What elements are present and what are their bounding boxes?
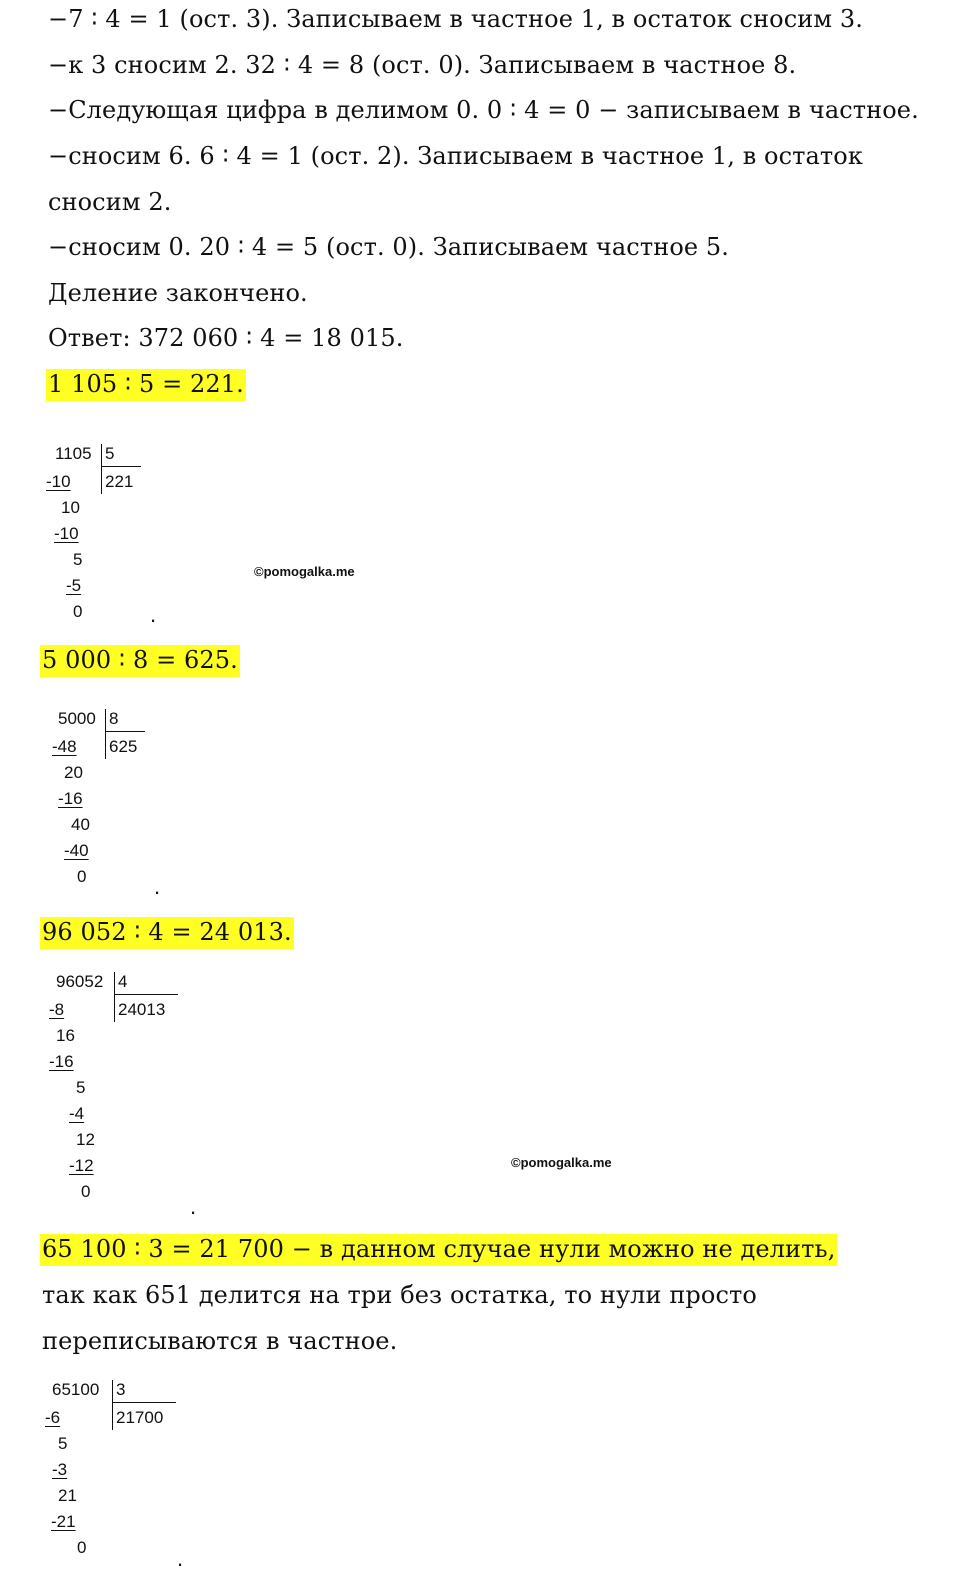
- step: -40: [64, 841, 89, 860]
- division-vertical-line: [114, 972, 115, 1022]
- highlighted-equation-3: [40, 917, 294, 947]
- period: .: [154, 874, 161, 899]
- quotient: 21700: [116, 1408, 164, 1427]
- quotient: 24013: [118, 1000, 166, 1019]
- step: -6: [45, 1408, 61, 1427]
- text-line-1: −7 ∶ 4 = 1 (ост. 3). Записываем в частное 1, в остаток сносим 3.: [48, 5, 863, 33]
- step: -12: [69, 1156, 94, 1175]
- division-horizontal-line: [101, 466, 141, 467]
- step: 40: [71, 815, 90, 834]
- division-horizontal-line: [112, 1402, 176, 1403]
- step: -5: [66, 576, 82, 595]
- step: -10: [54, 524, 79, 543]
- division-horizontal-line: [105, 731, 145, 732]
- step: 12: [76, 1130, 95, 1149]
- highlight-mark: 65 100 ∶ 3 = 21 700 − в данном случае нули можно не делить,: [40, 1234, 837, 1266]
- step: 0: [81, 1182, 91, 1201]
- dividend: 96052: [56, 972, 104, 991]
- step: -8: [49, 1000, 65, 1019]
- step: 0: [77, 1538, 87, 1557]
- dividend: 5000: [58, 709, 96, 728]
- dividend: 65100: [52, 1380, 100, 1399]
- step: -16: [58, 789, 83, 808]
- step: -16: [49, 1052, 74, 1071]
- divisor: 5: [105, 444, 115, 463]
- highlighted-equation-2: [40, 645, 240, 675]
- highlighted-equation-1: [46, 369, 246, 399]
- division-vertical-line: [105, 709, 106, 759]
- text-line-10: переписываются в частное.: [42, 1327, 398, 1355]
- step: 0: [77, 867, 87, 886]
- division-vertical-line: [101, 444, 102, 494]
- dividend: 1105: [55, 444, 92, 463]
- highlight-mark: 96 052 ∶ 4 = 24 013.: [40, 917, 294, 949]
- period: .: [190, 1194, 197, 1219]
- watermark: ©pomogalka.me: [254, 564, 355, 579]
- step: -48: [52, 737, 77, 756]
- step: 21: [58, 1486, 77, 1505]
- highlighted-equation-4: [40, 1234, 837, 1264]
- answer-line: Ответ: 372 060 ∶ 4 = 18 015.: [48, 324, 404, 352]
- quotient: 221: [105, 472, 134, 491]
- text-line-3: −Следующая цифра в делимом 0. 0 ∶ 4 = 0 − записываем в частное.: [48, 96, 919, 124]
- period: .: [150, 602, 157, 627]
- step: -3: [52, 1460, 68, 1479]
- step: 16: [56, 1026, 75, 1045]
- highlight-mark: 5 000 ∶ 8 = 625.: [40, 645, 240, 677]
- text-line-7: Деление закончено.: [48, 279, 308, 307]
- text-line-2: −к 3 сносим 2. 32 ∶ 4 = 8 (ост. 0). Записываем в частное 8.: [48, 51, 797, 79]
- step: -10: [46, 472, 71, 491]
- quotient: 625: [109, 737, 138, 756]
- step: 5: [76, 1078, 86, 1097]
- division-vertical-line: [112, 1380, 113, 1430]
- step: 5: [58, 1434, 68, 1453]
- step: 20: [64, 763, 83, 782]
- text-line-9: так как 651 делится на три без остатка, то нули просто: [42, 1281, 757, 1309]
- step: 10: [61, 498, 80, 517]
- step: -21: [51, 1512, 76, 1531]
- step: 5: [73, 550, 83, 569]
- text-line-6: −сносим 0. 20 ∶ 4 = 5 (ост. 0). Записываем частное 5.: [48, 233, 730, 261]
- step: -4: [69, 1104, 85, 1123]
- divisor: 8: [109, 709, 119, 728]
- division-horizontal-line: [114, 994, 178, 995]
- text-line-5: сносим 2.: [48, 188, 172, 216]
- watermark: ©pomogalka.me: [511, 1155, 612, 1170]
- text-line-4: −сносим 6. 6 ∶ 4 = 1 (ост. 2). Записываем в частное 1, в остаток: [48, 142, 863, 170]
- divisor: 4: [118, 972, 128, 991]
- period: .: [177, 1546, 184, 1571]
- divisor: 3: [116, 1380, 126, 1399]
- step: 0: [73, 602, 83, 621]
- highlight-mark: 1 105 ∶ 5 = 221.: [46, 369, 246, 401]
